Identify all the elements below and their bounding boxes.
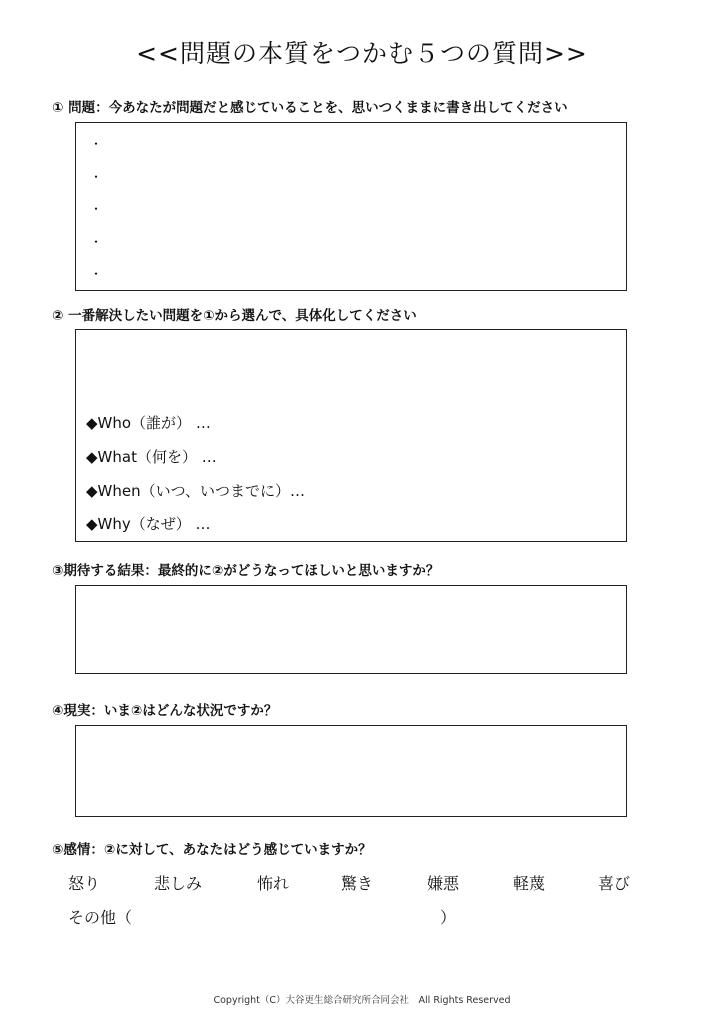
other-emotion-label: その他（ [68, 908, 133, 927]
question-2-answer-box[interactable] [75, 329, 627, 542]
spec-what: ◆What（何を） … [86, 448, 217, 466]
bullet-item: ・ [90, 202, 103, 216]
question-1-bullet-list [90, 133, 102, 296]
bullet-item: ・ [90, 267, 103, 281]
question-5-label: ⑤感情：②に対して、あなたはどう感じていますか？ [52, 842, 372, 858]
emotion-fear[interactable]: 怖れ [257, 874, 290, 893]
page-title: <<問題の本質をつかむ５つの質問>> [136, 39, 588, 68]
emotion-sadness[interactable]: 悲しみ [154, 874, 203, 893]
copyright-footer: Copyright（C）大谷更生総合研究所合同会社 All Rights Reserved [213, 995, 511, 1006]
bullet-item: ・ [90, 234, 103, 249]
question-1-label: ① 問題：今あなたが問題だと感じていることを、思いつくままに書き出してください [52, 100, 568, 116]
emotion-disgust[interactable]: 嫌悪 [427, 874, 460, 893]
spec-when: ◆When（いつ、いつまでに）… [86, 482, 306, 500]
emotion-contempt[interactable]: 軽蔑 [513, 874, 546, 893]
question-1-answer-box[interactable] [75, 122, 627, 291]
question-3-answer-box[interactable] [75, 585, 627, 674]
emotion-surprise[interactable]: 驚き [341, 874, 374, 893]
spec-who: ◆Who（誰が） … [86, 414, 211, 432]
spec-why: ◆Why（なぜ） … [86, 515, 211, 533]
question-3-label: ③期待する結果：最終的に②がどうなってほしいと思いますか？ [52, 563, 440, 579]
other-emotion-close: ） [440, 908, 457, 927]
question-2-label: ② 一番解決したい問題を①から選んで、具体化してください [52, 308, 417, 324]
question-4-label: ④現実：いま②はどんな状況ですか？ [52, 703, 278, 719]
bullet-item: ・ [90, 137, 103, 151]
question-4-answer-box[interactable] [75, 725, 627, 817]
bullet-item: ・ [90, 169, 103, 184]
emotion-joy[interactable]: 喜び [598, 874, 631, 893]
emotion-list [0, 871, 724, 895]
emotion-anger[interactable]: 怒り [68, 874, 101, 893]
